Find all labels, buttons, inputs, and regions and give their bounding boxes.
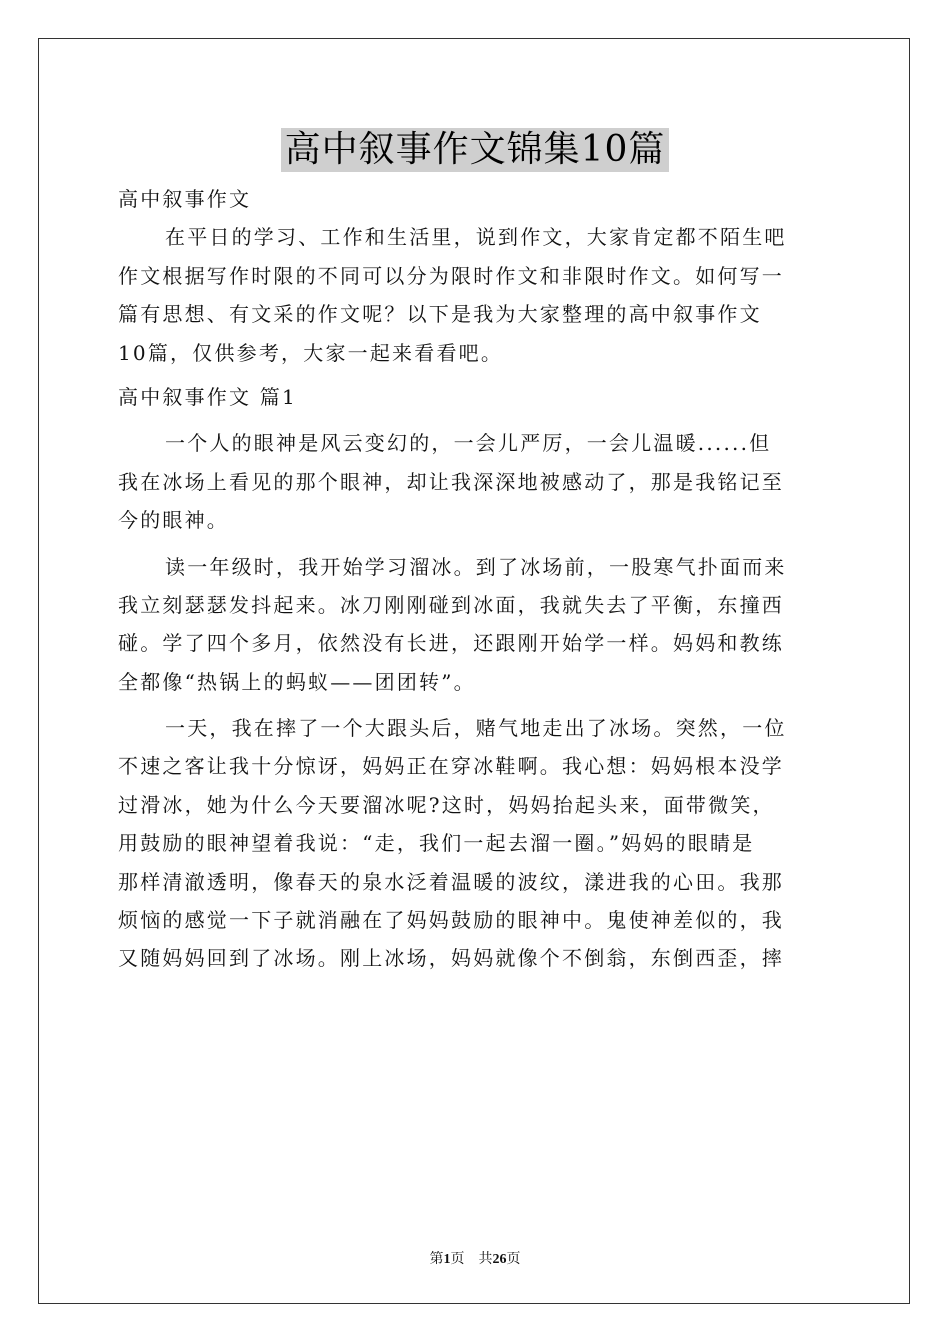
text-line: 那样清澈透明，像春天的泉水泛着温暖的波纹，漾进我的心田。我那: [118, 869, 784, 894]
page-number-suffix: 页: [450, 1252, 465, 1267]
text-line: 篇有思想、有文采的作文呢？以下是我为大家整理的高中叙事作文: [118, 302, 762, 327]
paragraph-2: [118, 548, 834, 702]
text-line: 今的眼神。: [118, 508, 229, 533]
text-line: 过滑冰，她为什么今天要溜冰呢?这时，妈妈抬起头来，面带微笑，: [118, 792, 775, 817]
text-line: 不速之客让我十分惊讶，妈妈正在穿冰鞋啊。我心想：妈妈根本没学: [118, 754, 784, 779]
document-title: 高中叙事作文锦集10篇: [281, 128, 670, 172]
text-line: 我立刻瑟瑟发抖起来。冰刀刚刚碰到冰面，我就失去了平衡，东撞西: [118, 592, 784, 617]
title-container: [0, 128, 950, 172]
text-line: 在平日的学习、工作和生活里，说到作文，大家肯定都不陌生吧: [165, 225, 787, 250]
document-body: [118, 180, 834, 978]
text-line: 用鼓励的眼神望着我说：“走，我们一起去溜一圈。”妈妈的眼睛是: [118, 831, 755, 856]
text-line: 全都像“热锅上的蚂蚁——团团转”。: [118, 669, 476, 694]
total-pages-prefix: 共: [478, 1252, 493, 1267]
section-heading: 高中叙事作文: [118, 187, 252, 211]
text-line: 我在冰场上看见的那个眼神，却让我深深地被感动了，那是我铭记至: [118, 469, 784, 494]
text-line: 一天，我在摔了一个大跟头后，赌气地走出了冰场。突然，一位: [165, 716, 787, 741]
total-pages-number: 26: [492, 1252, 507, 1267]
paragraph-3: [118, 709, 834, 978]
text-line: 又随妈妈回到了冰场。刚上冰场，妈妈就像个不倒翁，东倒西歪，摔: [118, 946, 784, 971]
text-line: 一个人的眼神是风云变幻的，一会儿严厉，一会儿温暖......但: [165, 431, 772, 456]
page-footer: [0, 1248, 950, 1268]
paragraph-1: [118, 424, 834, 539]
current-page-number: 1: [443, 1252, 451, 1267]
text-line: 碰。学了四个多月，依然没有长进，还跟刚开始学一样。妈妈和教练: [118, 631, 784, 656]
article-heading: 高中叙事作文 篇1: [118, 384, 297, 409]
text-line: 10篇，仅供参考，大家一起来看看吧。: [118, 340, 504, 365]
text-line: 读一年级时，我开始学习溜冰。到了冰场前，一股寒气扑面而来: [165, 554, 787, 579]
text-line: 烦恼的感觉一下子就消融在了妈妈鼓励的眼神中。鬼使神差似的，我: [118, 908, 784, 933]
intro-paragraph: [118, 218, 834, 372]
text-line: 作文根据写作时限的不同可以分为限时作文和非限时作文。如何写一: [118, 263, 784, 288]
total-pages-suffix: 页: [506, 1252, 521, 1267]
page-number-prefix: 第: [429, 1252, 444, 1267]
